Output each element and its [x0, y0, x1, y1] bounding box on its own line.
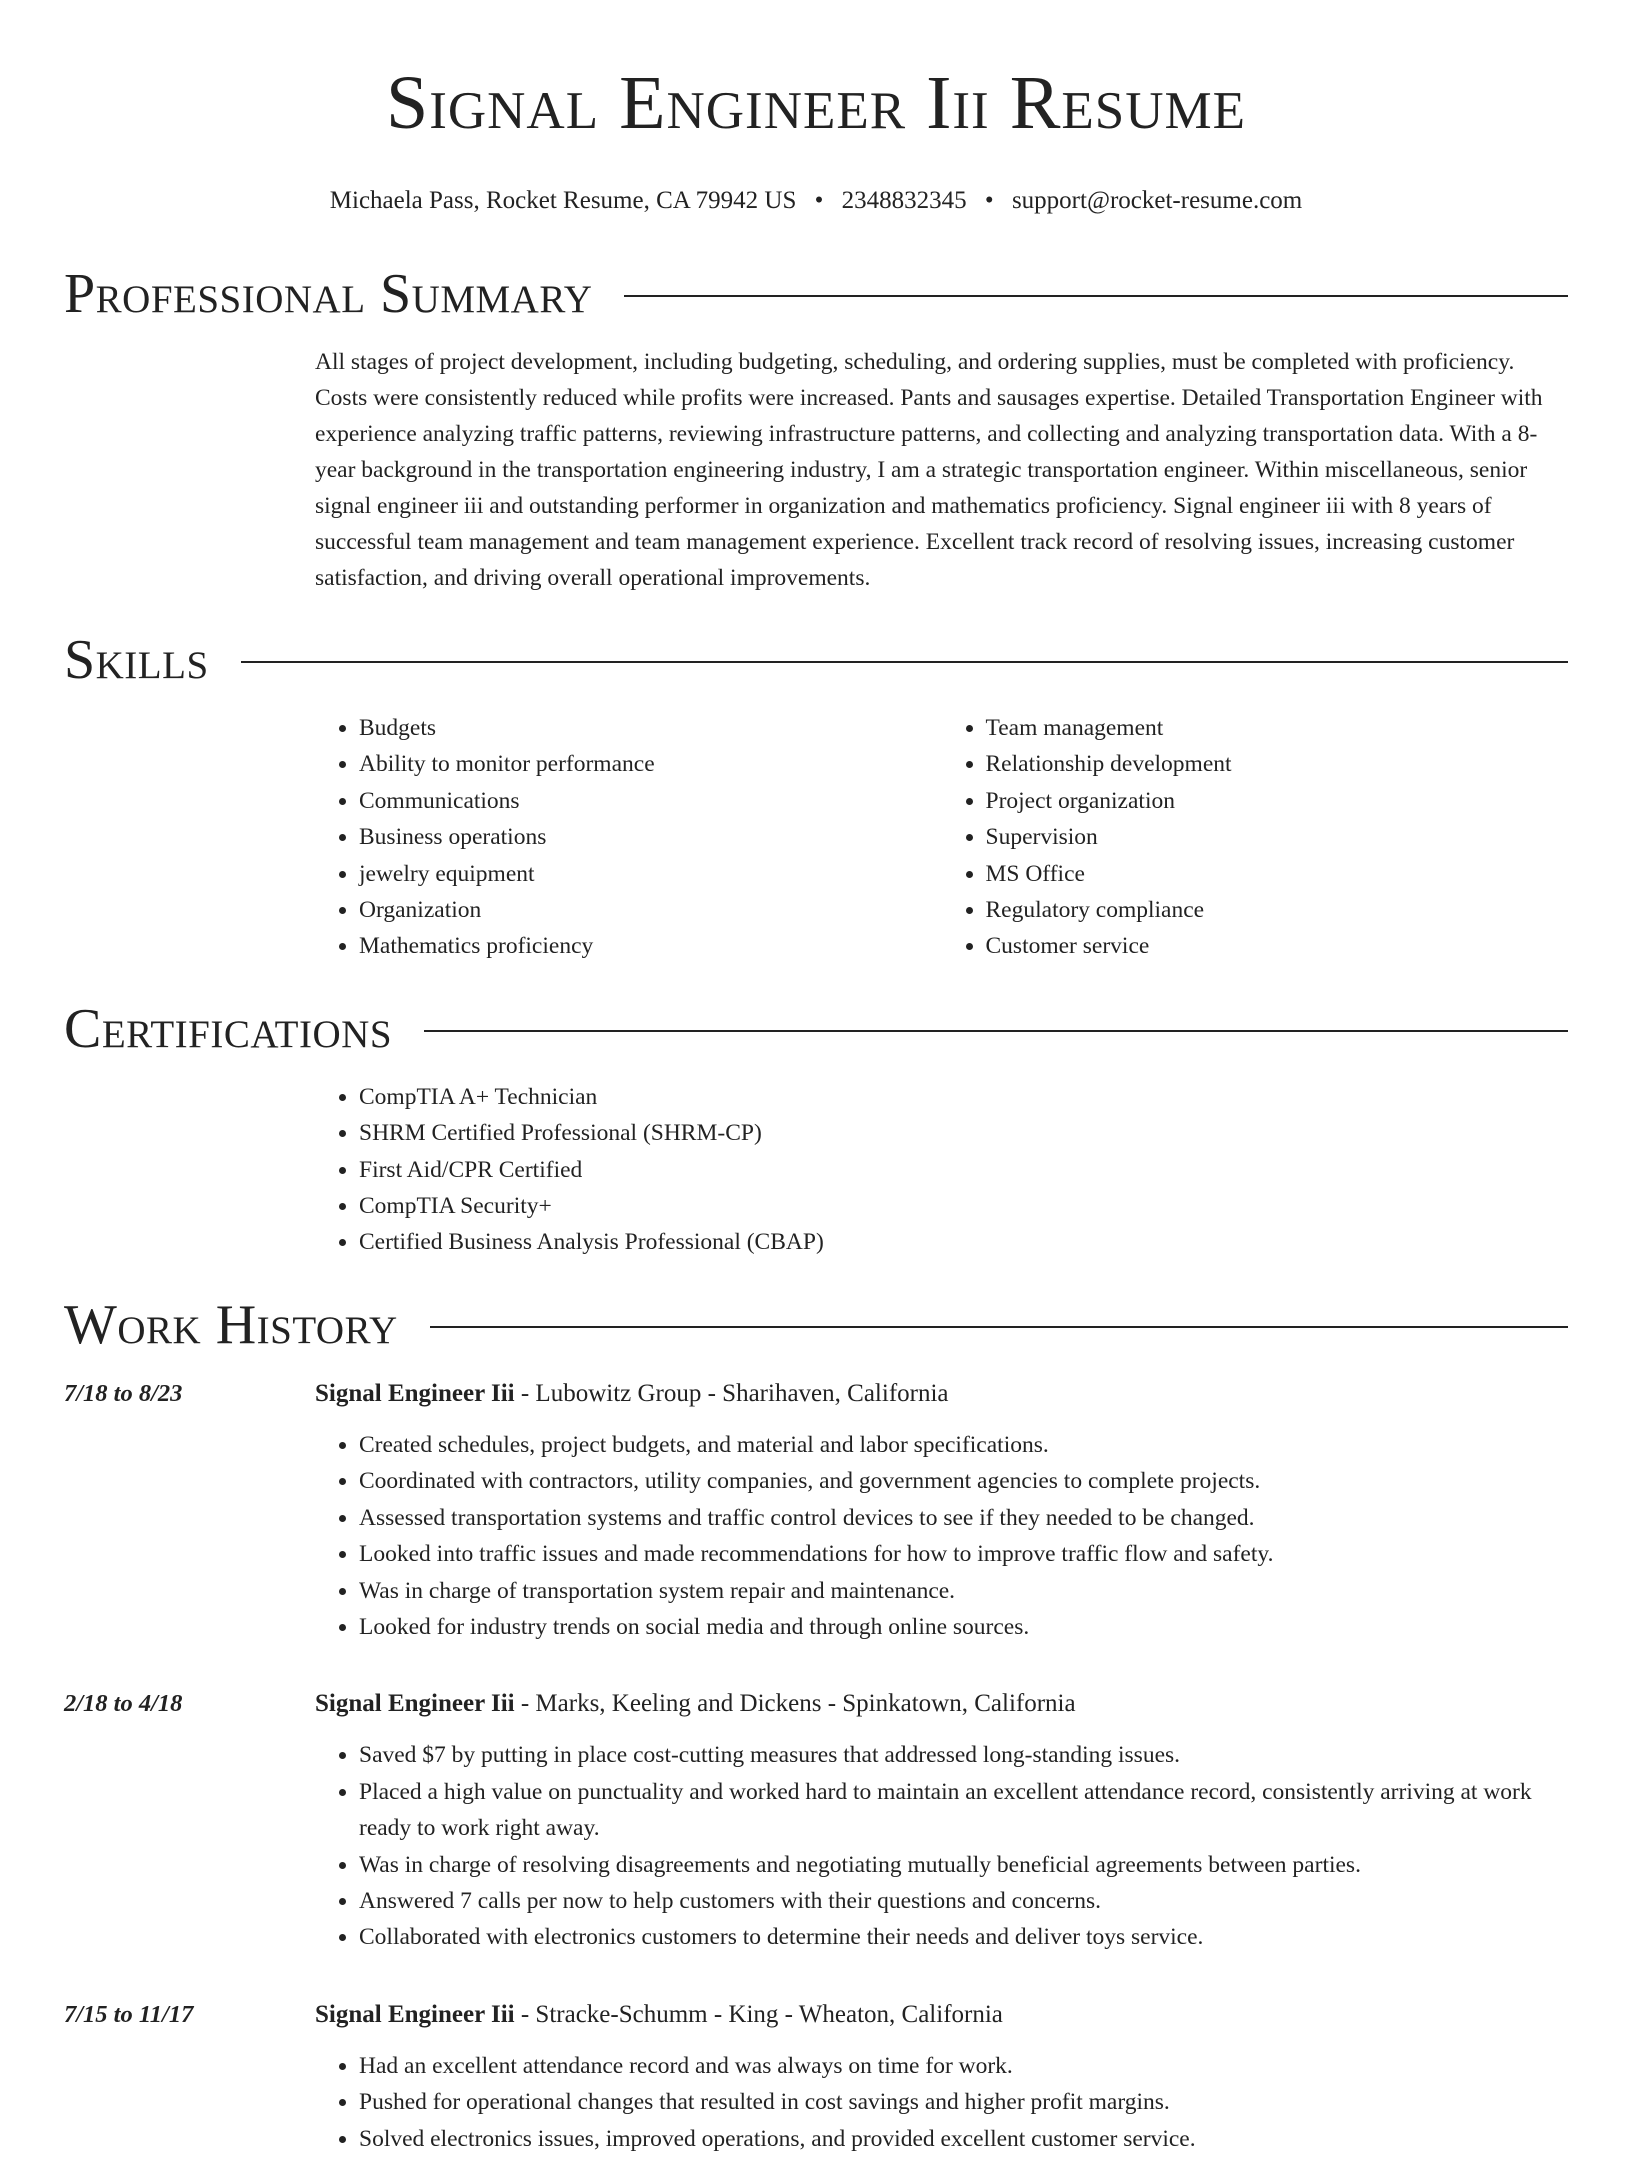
job-bullet: • Assessed transportation systems and traffic control devices to see if they needed to be changed. — [359, 1500, 1568, 1536]
job-title: Signal Engineer Iii — [315, 2000, 515, 2028]
certifications-list — [315, 1079, 1568, 1261]
section-divider — [430, 1326, 1568, 1328]
skills-list — [315, 710, 1568, 965]
certification-item: • Certified Business Analysis Professional (CBAP) — [359, 1224, 1568, 1260]
job-bullet: • Was in charge of resolving disagreements and negotiating mutually beneficial agreements between parties. — [359, 1847, 1568, 1883]
contact-line — [64, 186, 1568, 216]
job-bullets — [315, 1427, 1568, 1645]
job-bullet: • Looked into traffic issues and made recommendations for how to improve traffic flow and safety. — [359, 1536, 1568, 1572]
section-divider — [424, 1030, 1568, 1032]
job-bullet: • Was in charge of transportation system repair and maintenance. — [359, 1573, 1568, 1609]
job-bullets — [315, 1737, 1568, 1955]
job-bullet: • Answered 7 calls per now to help customers with their questions and concerns. — [359, 1883, 1568, 1919]
job-bullet: • Placed a high value on punctuality and worked hard to maintain an excellent attendance record, consistently arriving at work ready to work right away. — [359, 1774, 1568, 1847]
job-heading — [315, 1377, 1568, 1411]
skill-item: • jewelry equipment — [359, 856, 942, 892]
job-bullet: • Looked for industry trends on social media and through online sources. — [359, 1609, 1568, 1645]
contact-address: Michaela Pass, Rocket Resume, CA 79942 US — [329, 187, 797, 214]
skill-item: • Budgets — [359, 710, 942, 746]
contact-separator: • — [814, 187, 824, 214]
certification-item: • First Aid/CPR Certified — [359, 1152, 1568, 1188]
skill-item: • Regulatory compliance — [986, 892, 1569, 928]
job-bullet: • Collaborated with electronics customers to determine their needs and deliver toys service. — [359, 1919, 1568, 1955]
job-dates: 7/15 to 11/17 — [64, 2000, 194, 2028]
skill-item: • Project organization — [986, 783, 1569, 819]
job-title: Signal Engineer Iii — [315, 1690, 515, 1718]
job-employer: - Lubowitz Group - Sharihaven, California — [514, 1379, 949, 1407]
certification-item: • SHRM Certified Professional (SHRM-CP) — [359, 1115, 1568, 1151]
work-history-section-header — [64, 1295, 1568, 1355]
skills-heading: Skills — [64, 629, 209, 691]
summary-heading: Professional Summary — [64, 263, 593, 325]
job-entry — [64, 1998, 1568, 2157]
skill-item: • Business operations — [359, 819, 942, 855]
job-employer: - Stracke-Schumm - King - Wheaton, California — [514, 2000, 1003, 2028]
skill-item: • MS Office — [986, 856, 1569, 892]
certification-item: • CompTIA A+ Technician — [359, 1079, 1568, 1115]
section-divider — [624, 295, 1568, 297]
job-dates: 7/18 to 8/23 — [64, 1379, 183, 1407]
skills-section-header — [64, 630, 1568, 690]
contact-email: support@rocket-resume.com — [1011, 187, 1303, 214]
contact-separator: • — [984, 187, 994, 214]
certification-item: • CompTIA Security+ — [359, 1188, 1568, 1224]
job-entry — [64, 1687, 1568, 1955]
job-title: Signal Engineer Iii — [315, 1379, 515, 1407]
job-bullet: • Created schedules, project budgets, and material and labor specifications. — [359, 1427, 1568, 1463]
job-heading — [315, 1998, 1568, 2032]
job-bullet: • Solved electronics issues, improved operations, and provided excellent customer service. — [359, 2121, 1568, 2157]
skills-column-right — [942, 710, 1569, 965]
certifications-section-header — [64, 999, 1568, 1059]
job-entry — [64, 1377, 1568, 1645]
skill-item: • Relationship development — [986, 746, 1569, 782]
job-bullet: • Had an excellent attendance record and was always on time for work. — [359, 2048, 1568, 2084]
job-heading — [315, 1687, 1568, 1721]
certifications-heading: Certifications — [64, 997, 393, 1060]
job-dates: 2/18 to 4/18 — [64, 1690, 183, 1718]
job-bullet: • Pushed for operational changes that resulted in cost savings and higher profit margins. — [359, 2084, 1568, 2120]
summary-section-header — [64, 264, 1568, 324]
contact-phone: 2348832345 — [841, 187, 967, 214]
skills-column-left — [315, 710, 942, 965]
job-bullets — [315, 2048, 1568, 2157]
section-divider — [241, 661, 1568, 663]
resume-title: Signal Engineer Iii Resume — [385, 61, 1247, 145]
skill-item: • Customer service — [986, 928, 1569, 964]
skill-item: • Mathematics proficiency — [359, 928, 942, 964]
skill-item: • Supervision — [986, 819, 1569, 855]
job-bullet: • Saved $7 by putting in place cost-cutting measures that addressed long-standing issues. — [359, 1737, 1568, 1773]
work-history-heading: Work History — [64, 1293, 398, 1356]
job-bullet: • Coordinated with contractors, utility companies, and government agencies to complete projects. — [359, 1463, 1568, 1499]
job-employer: - Marks, Keeling and Dickens - Spinkatown, California — [514, 1690, 1076, 1718]
skill-item: • Communications — [359, 783, 942, 819]
skill-item: • Organization — [359, 892, 942, 928]
summary-text: All stages of project development, including budgeting, scheduling, and ordering supplies, must be completed with proficiency. Costs were consistently reduced while profits were increased. Pants and sausages expertise. Detailed Transportation Engineer with experience analyzing traffic patterns, reviewing infrastructure patterns, and collecting and analyzing transportation data. With a 8-year background in the transportation engineering industry, I am a strategic transportation engineer. Within miscellaneous, senior signal engineer iii and outstanding performer in organization and mathematics proficiency. Signal engineer iii with 8 years of successful team management and team management experience. Excellent track record of resolving issues, increasing customer satisfaction, and driving overall operational improvements. — [315, 349, 1543, 591]
skill-item: • Ability to monitor performance — [359, 746, 942, 782]
skill-item: • Team management — [986, 710, 1569, 746]
